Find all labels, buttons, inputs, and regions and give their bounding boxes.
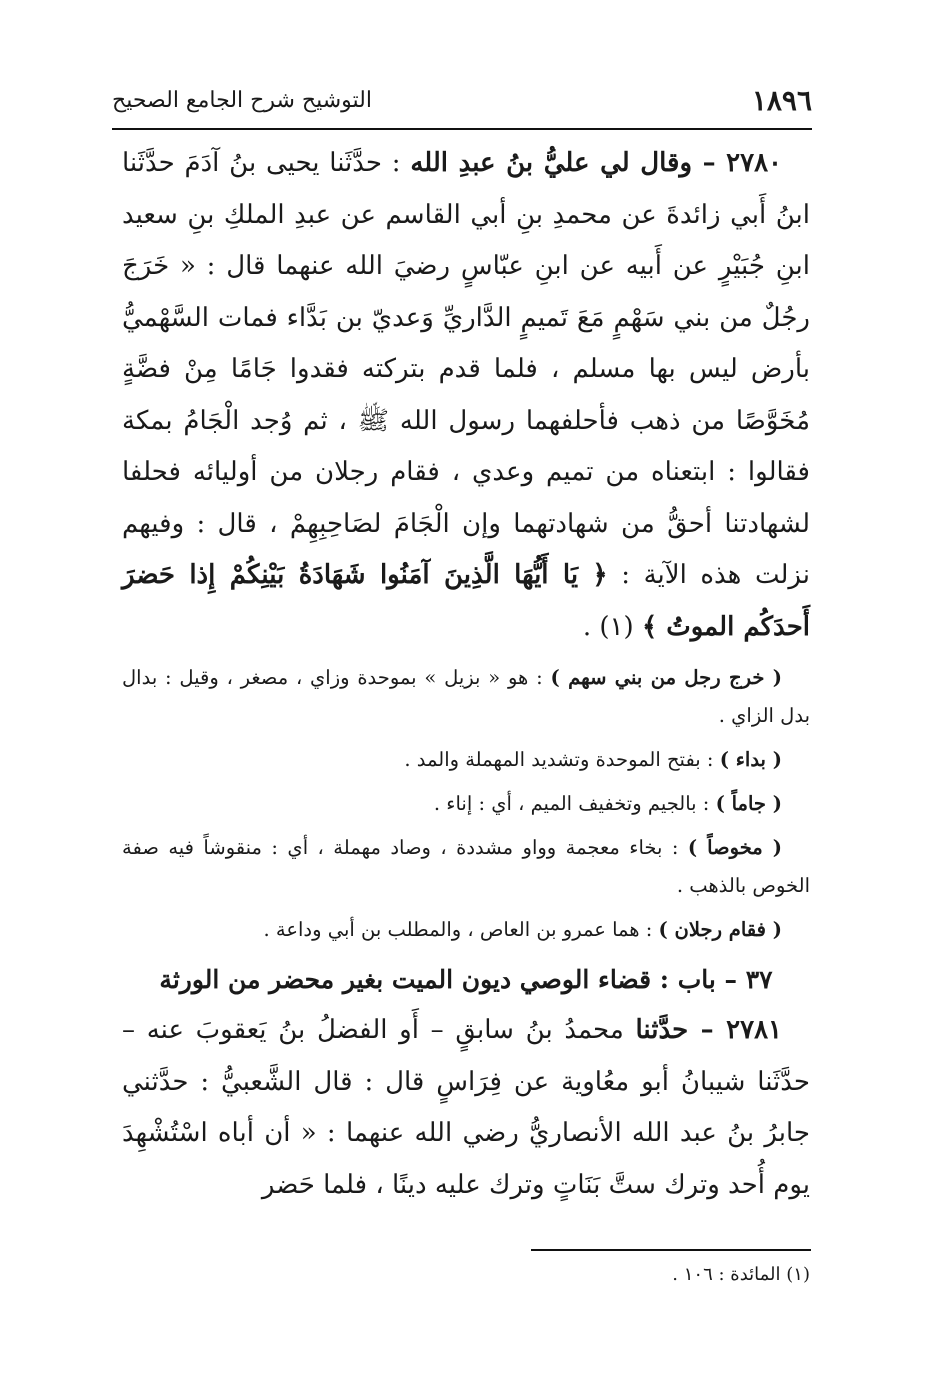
hadith-text: محمدُ بنُ سابقٍ – أَو الفضلُ بنُ يَعقوبَ عنه – حدَّثَنا شيبانُ أبو معُاوية عن فِرَاسٍ قال : قال الشَّعبيُّ : حدَّثني جابرُ بنُ عبد الله الأنصاريُّ رضي الله عنهما : « أن أباه اسْتُشْهِدَ يوم أُحد وترك ستَّ بَنَاتٍ وترك عليه دينًا ، فلما حَضر — [122, 1015, 810, 1200]
running-title: التوشيح شرح الجامع الصحيح — [112, 88, 372, 113]
page-header — [112, 84, 812, 124]
quran-verse: ﴿ يَا أَيُّهَا الَّذِينَ آمَنُوا شَهَادَةُ بَيْنِكُمْ إِذا حَضرَ أَحدَكُم الموتُ ﴾ — [122, 560, 810, 642]
hadith-2780 — [122, 138, 810, 653]
hadith-2781 — [122, 1005, 810, 1211]
hadith-number-intro: ٢٧٨٠ – وقال لي عليُّ بنُ عبدِ الله — [410, 148, 782, 178]
explanation-item — [122, 911, 810, 949]
chapter-title: ٣٧ – باب : قضاء الوصي ديون الميت بغير محضر من الورثة — [159, 965, 773, 994]
page-number: ١٨٩٦ — [751, 84, 812, 117]
explanation-item — [122, 829, 810, 905]
explanation-term: ( بداء ) — [719, 748, 782, 771]
footnote-rule — [531, 1249, 811, 1251]
explanation-term: ( جاماً ) — [715, 792, 782, 815]
explanation-term: ( مخوصاً ) — [687, 836, 782, 859]
explanation-text: : بفتح الموحدة وتشديد المهملة والمد . — [404, 748, 720, 771]
footnote: (١) المائدة : ١٠٦ . — [672, 1264, 810, 1285]
explanation-text: : بالجيم وتخفيف الميم ، أي : إناء . — [433, 792, 716, 815]
explanation-text: : هو « بزيل » بموحدة وزاي ، مصغر ، وقيل : بدال بدل الزاي . — [122, 666, 810, 727]
main-text — [122, 138, 810, 1211]
hadith-text: : حدَّثَنا يحيى بنُ آدَمَ حدَّثَنا ابنُ أَبي زائدةَ عن محمدِ بنِ أبي القاسم عن عبدِ الملكِ بنِ سعيد ابنِ جُبَيْرٍ عن أَبيه عن ابنِ عبّاسٍ رضيَ الله عنهما قال : « خَرَجَ رجُلٌ من بني سَهْمٍ مَعَ تَميمٍ الدَّاريِّ وَعديّ بن بَدَّاء فمات السَّهْميُّ بأرض ليس بها مسلم ، فلما قدم بتركته فقدوا جَامًا مِنْ فضَّةٍ مُخَوَّصًا من ذهب فأحلفهما رسول الله ﷺ ، ثم وُجد الْجَامُ بمكة فقالوا : ابتعناه من تميم وعدي ، فقام رجلان من أوليائه فحلفا لشهادتنا أحقُّ من شهادتهما وإن الْجَامَ لصَاحِبِهِمْ ، قال : وفيهم نزلت هذه الآية : — [122, 148, 811, 590]
explanation-text: : هما عمرو بن العاص ، والمطلب بن أبي وداعة . — [263, 918, 659, 941]
explanation-item — [122, 659, 810, 735]
explanation-text: : بخاء معجمة وواو مشددة ، وصاد مهملة ، أي : منقوشاً فيه صفة الخوص بالذهب . — [122, 836, 810, 897]
explanation-item — [122, 741, 810, 779]
explanation-term: ( خرج رجل من بني سهم ) — [550, 666, 783, 689]
hadith-number-intro: ٢٧٨١ – حدَّثنا — [635, 1015, 783, 1045]
footnote-ref: (١) . — [582, 611, 642, 642]
header-rule — [112, 128, 812, 130]
explanation-item — [122, 785, 810, 823]
explanation-term: ( فقام رجلان ) — [658, 918, 782, 941]
